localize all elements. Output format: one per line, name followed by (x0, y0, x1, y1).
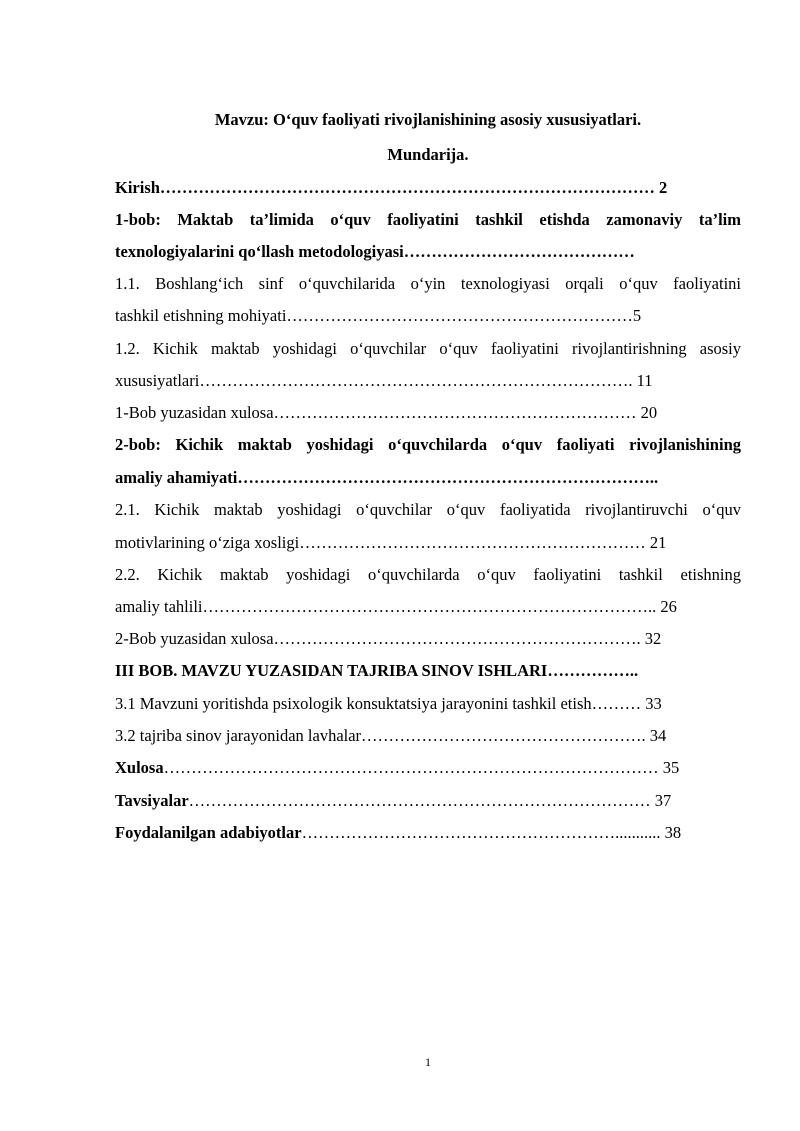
toc-section-1-2-line1: 1.2. Kichik maktab yoshidagi o‘quvchilar o‘quv faoliyatini rivojlantirishning asosiy (115, 339, 741, 358)
toc-heading: Mundarija. (387, 145, 469, 164)
conclusion-leader: ……………………………………………………………………………… 35 (163, 758, 680, 777)
toc-chapter1-title-line1: 1-bob: Maktab ta’limida o‘quv faoliyatini tashkil etishda zamonaviy ta’lim (115, 210, 741, 229)
references-leader: …………………………………………………........... 38 (301, 823, 682, 842)
references-label: Foydalanilgan adabiyotlar (115, 823, 302, 842)
page-number: 1 (425, 1055, 431, 1069)
toc-entry-recommendations (115, 791, 741, 811)
toc-section-1-1-line2: tashkil etishning mohiyati………………………………………………………5 (115, 306, 642, 325)
toc-section-2-2-line2: amaliy tahlili……………………………………………………………………….. 26 (115, 597, 677, 616)
toc-section-2-2-line1: 2.2. Kichik maktab yoshidagi o‘quvchilarda o‘quv faoliyatini tashkil etishning (115, 565, 741, 584)
recommendations-leader: ………………………………………………………………………… 37 (188, 791, 672, 810)
toc-chapter2-summary: 2-Bob yuzasidan xulosa…………………………………………………………. 32 (115, 629, 662, 648)
toc-chapter2-title-line2: amaliy ahamiyati………………………………………………………………….. (115, 468, 659, 487)
toc-section-1-2-line2: xususiyatlari……………………………………………………………………. 11 (115, 371, 653, 390)
toc-section-3-1: 3.1 Mavzuni yoritishda psixologik konsuktatsiya jarayonini tashkil etish……… 33 (115, 694, 662, 713)
recommendations-label: Tavsiyalar (115, 791, 189, 810)
toc-chapter2-title-line1: 2-bob: Kichik maktab yoshidagi o‘quvchilarda o‘quv faoliyati rivojlanishining (115, 435, 741, 454)
toc-entry-references (115, 823, 741, 843)
toc-chapter3-title: III BOB. MAVZU YUZASIDAN TAJRIBA SINOV ISHLARI…………….. (115, 661, 639, 680)
document-topic: Mavzu: O‘quv faoliyati rivojlanishining asosiy xususiyatlari. (214, 110, 642, 129)
toc-chapter1-title-line2: texnologiyalarini qo‘llash metodologiyasi…………………………………… (115, 242, 635, 261)
toc-section-1-1-line1: 1.1. Boshlang‘ich sinf o‘quvchilarida o‘yin texnologiyasi orqali o‘quv faoliyatini (115, 274, 741, 293)
conclusion-label: Xulosa (115, 758, 164, 777)
toc-entry-intro: Kirish……………………………………………………………………………… 2 (115, 178, 668, 197)
toc-section-3-2: 3.2 tajriba sinov jarayonidan lavhalar……………………………………………. 34 (115, 726, 667, 745)
toc-section-2-1-line1: 2.1. Kichik maktab yoshidagi o‘quvchilar o‘quv faoliyatida rivojlantiruvchi o‘quv (115, 500, 741, 519)
toc-section-2-1-line2: motivlarining o‘ziga xosligi……………………………………………………… 21 (115, 533, 667, 552)
toc-entry-conclusion (115, 758, 741, 778)
toc-chapter1-summary: 1-Bob yuzasidan xulosa………………………………………………………… 20 (115, 403, 658, 422)
